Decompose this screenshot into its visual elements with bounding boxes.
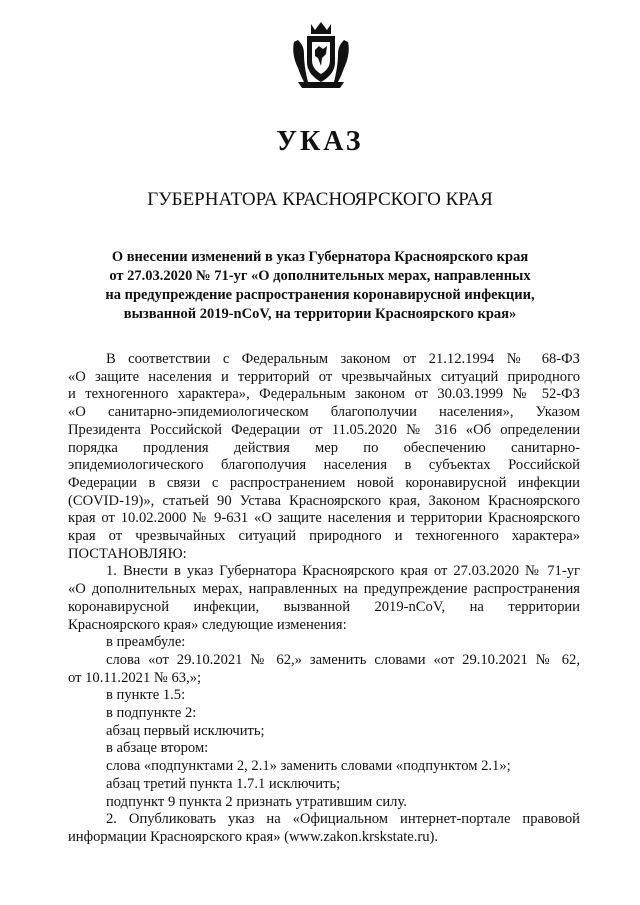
heading-line: от 27.03.2020 № 71-уг «О дополнительных мерах, направленных (109, 268, 531, 284)
heading-line: вызванной 2019-nCoV, на территории Красноярского края» (123, 306, 517, 322)
body-line: Красноярского края» следующие изменения: (68, 616, 347, 633)
body-line: 2. Опубликовать указ на «Официальном интернет-портале правовой (106, 811, 580, 828)
body-line: 1. Внести в указ Губернатора Красноярского края от 27.03.2020 № 71-уг (106, 563, 580, 580)
body-line: и техногенного характера», Федеральным законом от 30.03.1999 № 52-ФЗ (68, 386, 580, 403)
body-line: в пункте 1.5: (106, 687, 186, 704)
body-line: информации Красноярского края» (www.zakon.krskstate.ru). (68, 828, 439, 845)
coat-of-arms-icon (290, 20, 352, 90)
body-line: в преамбуле: (106, 634, 186, 651)
body-line: края от чрезвычайных ситуаций природного и техногенного характера» (68, 528, 580, 545)
body-line: слова «подпунктами 2, 2.1» заменить словами «подпунктом 2.1»; (106, 758, 511, 775)
body-line: слова «от 29.10.2021 № 62,» заменить словами «от 29.10.2021 № 62, (106, 651, 580, 668)
body-line: «О дополнительных мерах, направленных на предупреждение распространения (68, 581, 580, 598)
body-line: Федерации в связи с распространением новой коронавирусной инфекции (68, 474, 580, 491)
heading-line: на предупреждение распространения коронавирусной инфекции, (105, 287, 535, 303)
body-line: абзац первый исключить; (106, 722, 265, 739)
body-line: от 10.11.2021 № 63,»; (68, 669, 202, 686)
body-line: «О защите населения и территорий от чрезвычайных ситуаций природного (68, 368, 580, 385)
body-line: эпидемиологического благополучия населения в субъектах Российской (68, 457, 580, 474)
body-line: Президента Российской Федерации от 11.05.2020 № 316 «Об определении (68, 421, 580, 438)
body-line: абзац третий пункта 1.7.1 исключить; (106, 775, 341, 792)
body-line: подпункт 9 пункта 2 признать утратившим силу. (106, 793, 407, 810)
body-line: В соответствии с Федеральным законом от 21.12.1994 № 68-ФЗ (106, 351, 580, 367)
body-line: коронавирусной инфекции, вызванной 2019-nCoV, на территории (68, 598, 580, 615)
body-line: края от 10.02.2000 № 9-631 «О защите населения и территории Красноярского (68, 510, 580, 527)
body-line: порядка продления действия мер по обеспечению санитарно- (68, 439, 580, 456)
page-title: УКАЗ (276, 126, 364, 157)
body-line: ПОСТАНОВЛЯЮ: (68, 545, 187, 562)
page-subtitle: ГУБЕРНАТОРА КРАСНОЯРСКОГО КРАЯ (147, 189, 493, 210)
body-line: «О санитарно-эпидемиологическом благополучии населения», Указом (68, 404, 580, 421)
decree-body (68, 351, 580, 847)
heading-line: О внесении изменений в указ Губернатора Красноярского края (111, 249, 529, 265)
body-line: (COVID-19)», статьей 90 Устава Красноярского края, Законом Красноярского (68, 492, 580, 509)
body-line: в абзаце втором: (106, 740, 209, 757)
body-line: в подпункте 2: (106, 705, 197, 722)
decree-heading (90, 248, 550, 324)
